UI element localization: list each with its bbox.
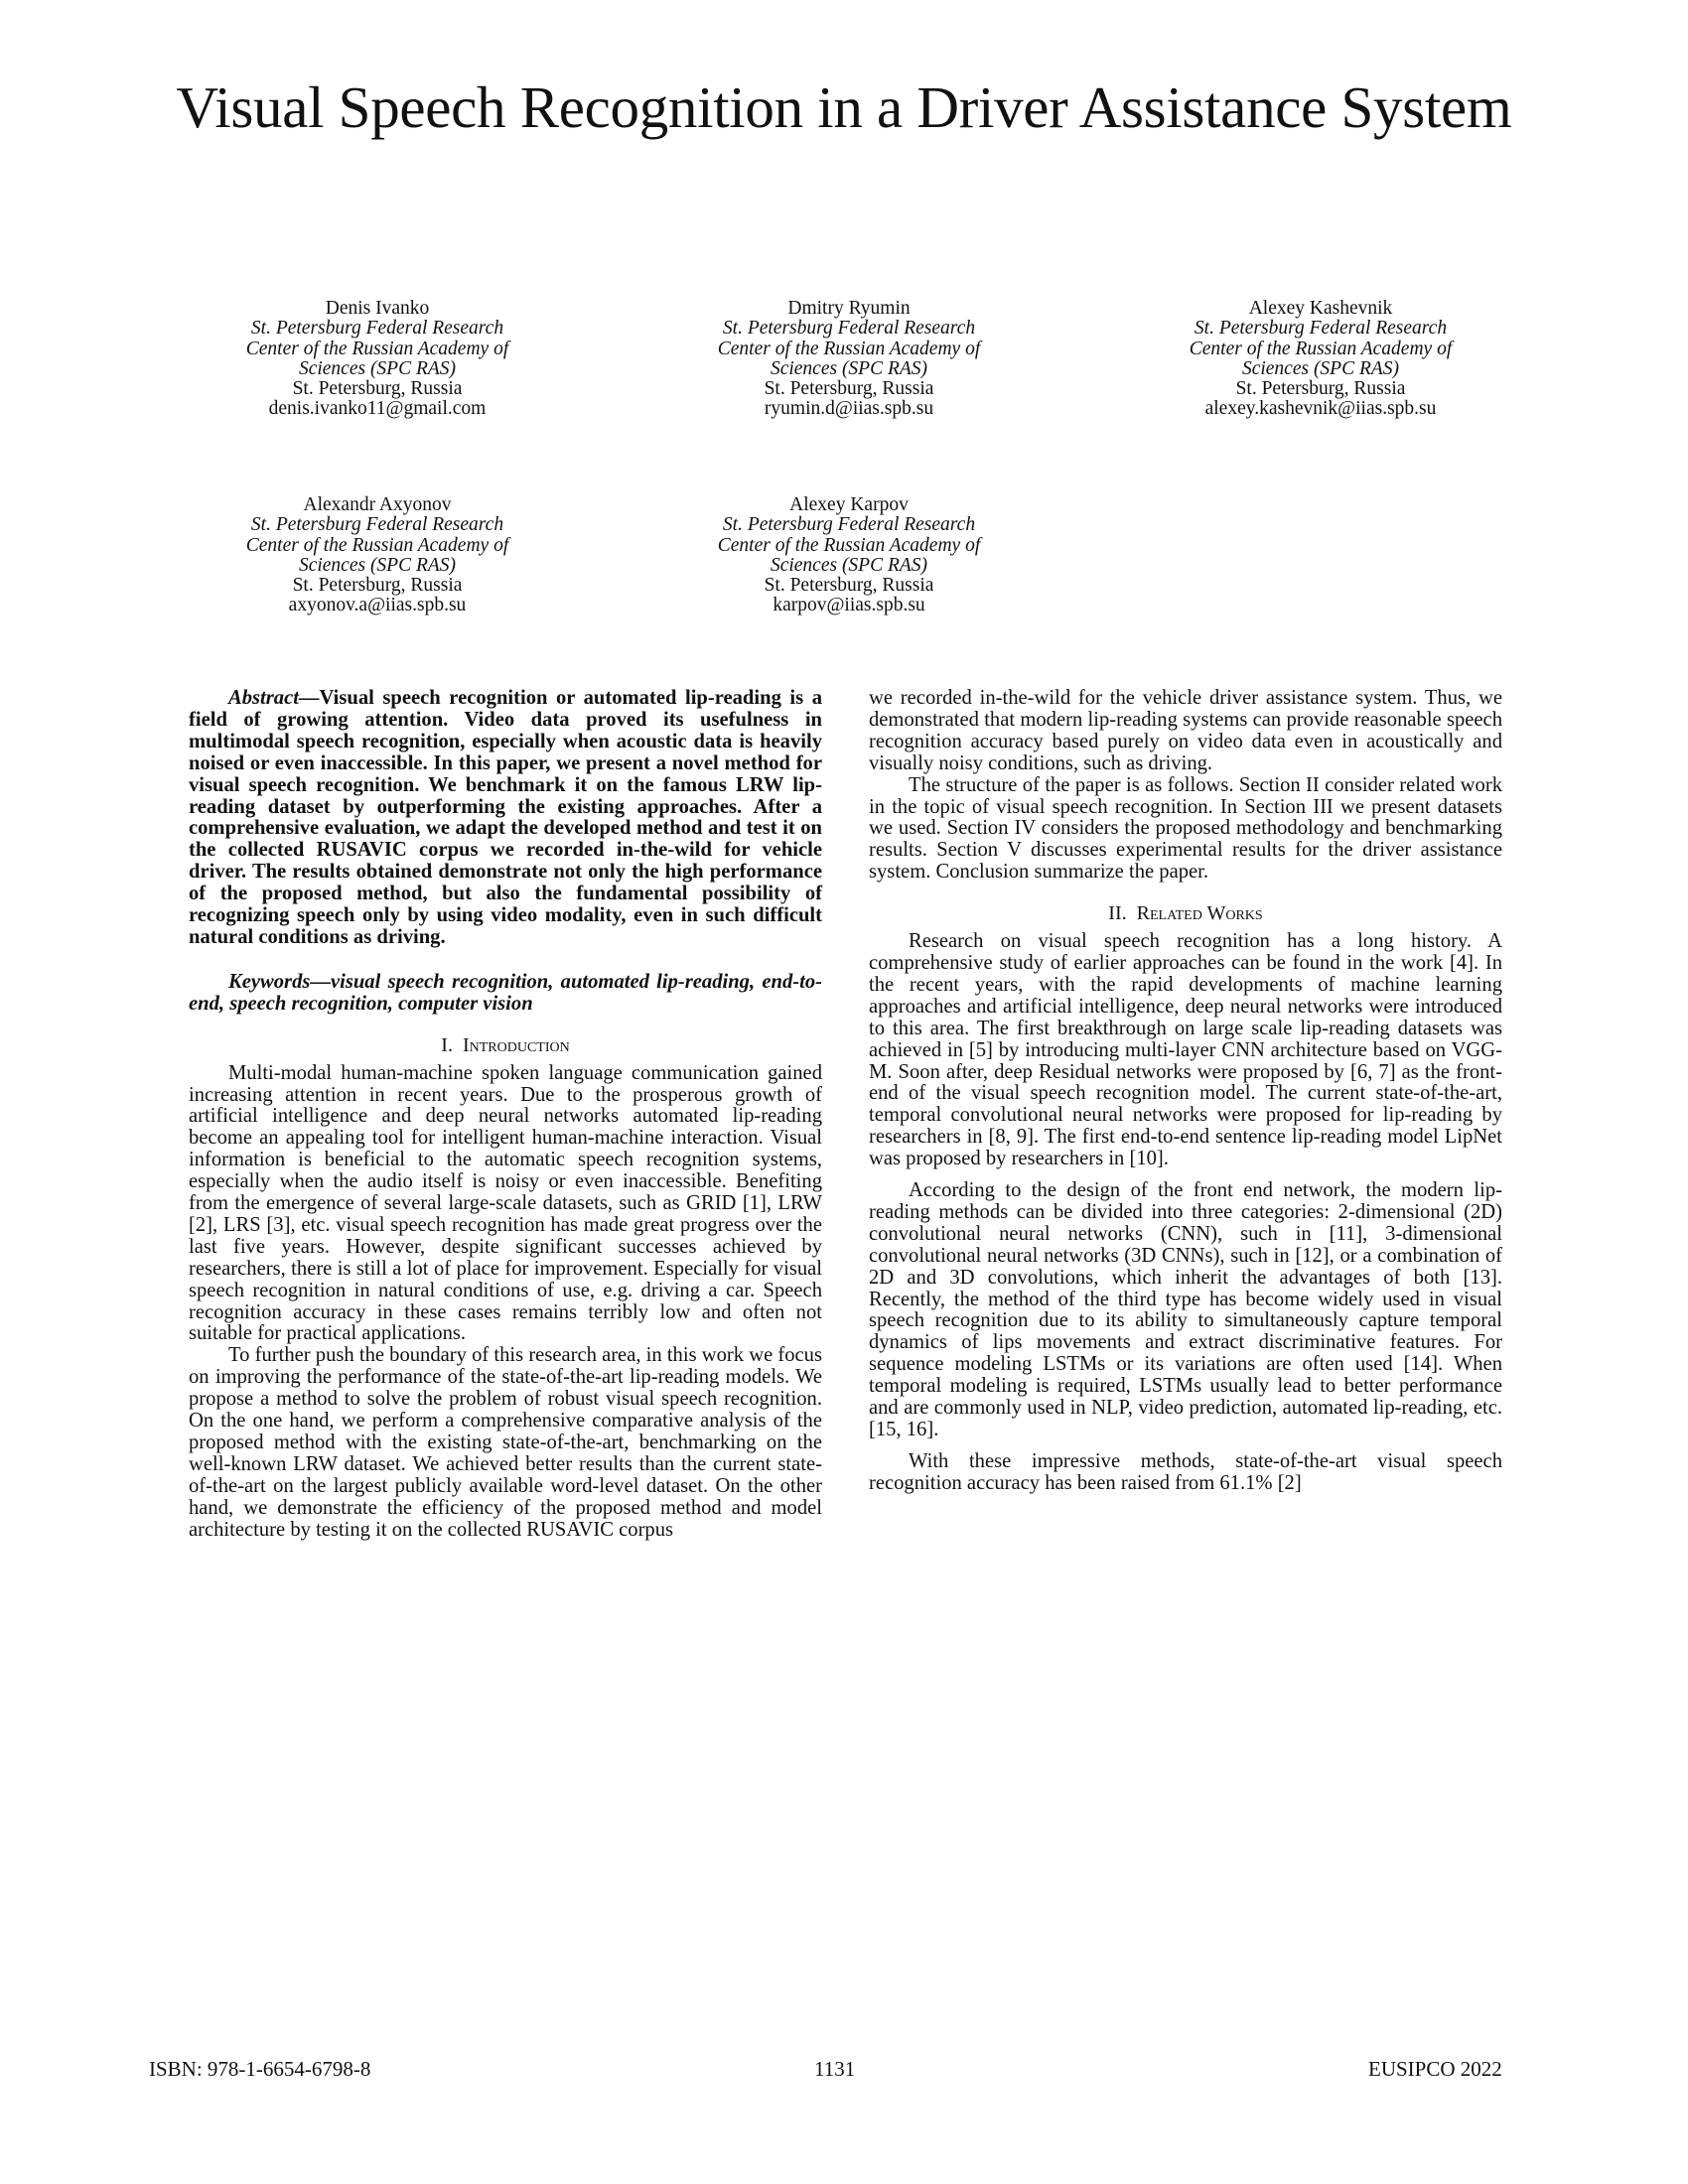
author-block — [660, 299, 1038, 420]
paragraph: According to the design of the front end network, the modern lip-reading methods can be divided into three categories: 2-dimensional (2D) convolutional neural networks (CNN), such in [11], 3-dimensional convolutional neural networks (3D CNNs), such in [12], or a combination of 2D and 3D convolutions, which inherit the advantages of both [13]. Recently, the method of the third type has become widely used in visual speech recognition due to its ability to simultaneously capture temporal dynamics of lips movements and extract discriminative features. For sequence modeling LSTMs or its variations are often used [14]. When temporal modeling is required, LSTMs usually lead to better performance and are commonly used in NLP, video prediction, automated lip-reading, etc. [15, 16]. — [869, 1179, 1502, 1440]
section-title: Related Works — [1136, 902, 1263, 925]
paragraph: With these impressive methods, state-of-the-art visual speech recognition accuracy has been raised from 61.1% [2] — [869, 1449, 1502, 1494]
author-city: St. Petersburg, Russia — [764, 378, 934, 400]
section-heading-related-works — [869, 903, 1502, 925]
keywords — [189, 972, 822, 1016]
author-block — [1132, 299, 1509, 420]
author-affiliation-line: St. Petersburg Federal Research — [250, 318, 504, 340]
paragraph-continued: we recorded in-the-wild for the vehicle driver assistance system. Thus, we demonstrated that modern lip-reading systems can provide reasonable speech recognition accuracy based purely on video data even in acoustically and visually noisy conditions, such as driving. — [869, 687, 1502, 774]
section-title: Introduction — [462, 1033, 570, 1056]
author-name: Denis Ivanko — [325, 298, 430, 319]
author-affiliation-line: St. Petersburg Federal Research — [1194, 318, 1448, 340]
author-affiliation-line: Sciences (SPC RAS) — [298, 554, 457, 576]
author-city: St. Petersburg, Russia — [1235, 378, 1406, 400]
author-affiliation-line: Center of the Russian Academy of — [717, 338, 981, 359]
section-number: II. — [1108, 902, 1127, 925]
keywords-label: Keywords— — [228, 970, 331, 993]
author-email: alexey.kashevnik@iias.spb.su — [1204, 398, 1437, 420]
author-email: denis.ivanko11@gmail.com — [268, 398, 487, 420]
author-affiliation-line: Center of the Russian Academy of — [1189, 338, 1453, 359]
footer-conference: EUSIPCO 2022 — [1368, 2057, 1502, 2081]
author-email: karpov@iias.spb.su — [773, 595, 925, 616]
abstract-label: Abstract— — [228, 687, 320, 709]
author-affiliation-line: Center of the Russian Academy of — [245, 338, 509, 359]
author-affiliation-line: Sciences (SPC RAS) — [1241, 357, 1400, 379]
footer-isbn: ISBN: 978-1-6654-6798-8 — [149, 2057, 371, 2081]
author-affiliation-line: St. Petersburg Federal Research — [722, 514, 976, 536]
paragraph: To further push the boundary of this research area, in this work we focus on improving the performance of the state-of-the-art lip-reading models. We propose a method to solve the problem of robust visual speech recognition. On the one hand, we perform a comprehensive comparative analysis of the proposed method with the existing state-of-the-art, benchmarking on the well-known LRW dataset. We achieved better results than the current state-of-the-art on the largest publicly available word-level dataset. On the other hand, we demonstrate the efficiency of the proposed method and model architecture by testing it on the collected RUSAVIC corpus — [189, 1344, 822, 1541]
author-block — [189, 299, 566, 420]
author-affiliation-line: Sciences (SPC RAS) — [770, 357, 928, 379]
author-affiliation-line: Sciences (SPC RAS) — [298, 357, 457, 379]
author-block — [660, 495, 1038, 616]
author-affiliation-line: Sciences (SPC RAS) — [770, 554, 928, 576]
left-column — [189, 688, 822, 1542]
paragraph: Multi-modal human-machine spoken language communication gained increasing attention in recent years. Due to the prosperous growth of artificial intelligence and deep neural networks automated lip-reading become an appealing tool for intelligent human-machine interaction. Visual information is beneficial to the automatic speech recognition systems, especially when the audio itself is noisy or even inaccessible. Benefiting from the emergence of several large-scale datasets, such as GRID [1], LRW [2], LRS [3], etc. visual speech recognition has made great progress over the last five years. However, despite significant successes achieved by researchers, there is still a lot of place for improvement. Especially for visual speech recognition in natural conditions of use, e.g. driving a car. Speech recognition accuracy in these cases remains terribly low and often not suitable for practical applications. — [189, 1061, 822, 1345]
section-number: I. — [441, 1033, 453, 1056]
author-name: Alexey Kashevnik — [1248, 298, 1393, 319]
footer-page-number: 1131 — [814, 2057, 856, 2081]
author-affiliation-line: Center of the Russian Academy of — [717, 534, 981, 556]
paper-title: Visual Speech Recognition in a Driver Assistance System — [176, 74, 1512, 140]
keywords-text: visual speech recognition, automated lip-reading, end-to-end, speech recognition, computer vision — [189, 970, 822, 1015]
author-email: axyonov.a@iias.spb.su — [288, 595, 467, 616]
author-city: St. Petersburg, Russia — [292, 378, 463, 400]
right-column — [869, 688, 1502, 1495]
author-city: St. Petersburg, Russia — [292, 575, 463, 597]
abstract — [189, 688, 822, 949]
author-city: St. Petersburg, Russia — [764, 575, 934, 597]
author-name: Alexey Karpov — [789, 494, 909, 515]
author-email: ryumin.d@iias.spb.su — [764, 398, 934, 420]
author-block — [189, 495, 566, 616]
section-heading-introduction — [189, 1035, 822, 1057]
paragraph: Research on visual speech recognition has a long history. A comprehensive study of earlier approaches can be found in the work [4]. In the recent years, with the rapid developments of machine learning approaches and artificial intelligence, deep neural networks were introduced to this area. The first breakthrough on large scale lip-reading datasets was achieved in [5] by introducing multi-layer CNN architecture based on VGG-M. Soon after, deep Residual networks were proposed by [6, 7] as the front-end of the visual speech recognition model. The current state-of-the-art, temporal convolutional neural networks were proposed for lip-reading by researchers in [8, 9]. The first end-to-end sentence lip-reading model LipNet was proposed by researchers in [10]. — [869, 930, 1502, 1170]
author-name: Alexandr Axyonov — [303, 494, 452, 515]
abstract-text: Visual speech recognition or automated lip-reading is a field of growing attention. Video data proved its usefulness in multimodal speech recognition, especially when acoustic data is heavily noised or even inaccessible. In this paper, we present a novel method for visual speech recognition. We benchmark it on the famous LRW lip-reading dataset by outperforming the existing approaches. After a comprehensive evaluation, we adapt the developed method and test it on the collected RUSAVIC corpus we recorded in-the-wild for vehicle driver. The results obtained demonstrate not only the high performance of the proposed method, but also the fundamental possibility of recognizing speech only by using video modality, even in such difficult natural conditions as driving. — [189, 687, 822, 948]
author-affiliation-line: St. Petersburg Federal Research — [722, 318, 976, 340]
author-affiliation-line: St. Petersburg Federal Research — [250, 514, 504, 536]
paragraph: The structure of the paper is as follows. Section II consider related work in the topic of visual speech recognition. In Section III we present datasets we used. Section IV considers the proposed methodology and benchmarking results. Section V discusses experimental results for the driver assistance system. Conclusion summarize the paper. — [869, 773, 1502, 884]
author-name: Dmitry Ryumin — [787, 298, 911, 319]
author-affiliation-line: Center of the Russian Academy of — [245, 534, 509, 556]
